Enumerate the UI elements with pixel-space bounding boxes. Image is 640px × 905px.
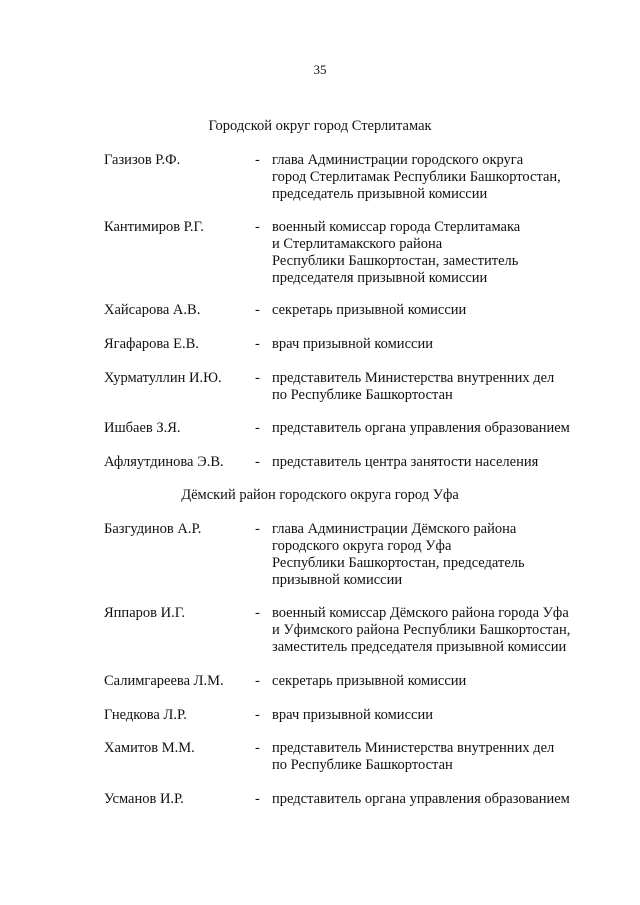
member-role bbox=[272, 219, 612, 287]
member-dash: - bbox=[255, 219, 260, 235]
member-role bbox=[272, 454, 612, 471]
section-heading: Дёмский район городского округа город Уфа bbox=[181, 487, 459, 503]
member-role-line: председатель призывной комиссии bbox=[272, 186, 488, 202]
member-role-line: и Уфимского района Республики Башкортостан, bbox=[272, 622, 571, 638]
member-role bbox=[272, 740, 612, 774]
member-dash: - bbox=[255, 420, 260, 436]
member-name: Салимгареева Л.М. bbox=[104, 673, 224, 689]
member-role bbox=[272, 707, 612, 724]
member-dash: - bbox=[255, 605, 260, 621]
member-role-line: врач призывной комиссии bbox=[272, 336, 433, 352]
member-dash: - bbox=[255, 740, 260, 756]
member-dash: - bbox=[255, 336, 260, 352]
member-role-line: глава Администрации Дёмского района bbox=[272, 521, 517, 537]
member-role-line: представитель органа управления образованием bbox=[272, 791, 570, 807]
member-role-line: председателя призывной комиссии bbox=[272, 270, 488, 286]
member-role bbox=[272, 791, 612, 808]
member-name: Хурматуллин И.Ю. bbox=[104, 370, 222, 386]
member-name: Хайсарова А.В. bbox=[104, 302, 201, 318]
member-role-line: глава Администрации городского округа bbox=[272, 152, 524, 168]
member-role-line: городского округа город Уфа bbox=[272, 538, 452, 554]
member-role bbox=[272, 152, 612, 203]
member-dash: - bbox=[255, 152, 260, 168]
member-name: Яппаров И.Г. bbox=[104, 605, 186, 621]
member-role-line: секретарь призывной комиссии bbox=[272, 673, 467, 689]
member-role bbox=[272, 336, 612, 353]
member-name: Гнедкова Л.Р. bbox=[104, 707, 187, 723]
member-role-line: представитель Министерства внутренних дел bbox=[272, 740, 555, 756]
member-role bbox=[272, 420, 612, 437]
member-role bbox=[272, 521, 612, 589]
member-dash: - bbox=[255, 521, 260, 537]
member-name: Усманов И.Р. bbox=[104, 791, 184, 807]
member-dash: - bbox=[255, 370, 260, 386]
member-role-line: военный комиссар Дёмского района города Уфа bbox=[272, 605, 569, 621]
member-role-line: и Стерлитамакского района bbox=[272, 236, 443, 252]
member-role-line: Республики Башкортостан, заместитель bbox=[272, 253, 519, 269]
member-role-line: по Республике Башкортостан bbox=[272, 387, 453, 403]
member-dash: - bbox=[255, 791, 260, 807]
member-dash: - bbox=[255, 454, 260, 470]
member-dash: - bbox=[255, 673, 260, 689]
member-dash: - bbox=[255, 302, 260, 318]
member-role bbox=[272, 673, 612, 690]
member-dash: - bbox=[255, 707, 260, 723]
page-number: 35 bbox=[313, 62, 327, 77]
member-name: Ишбаев З.Я. bbox=[104, 420, 181, 436]
member-role-line: Республики Башкортостан, председатель bbox=[272, 555, 525, 571]
member-role bbox=[272, 605, 612, 656]
member-role-line: военный комиссар города Стерлитамака bbox=[272, 219, 521, 235]
member-role-line: представитель центра занятости населения bbox=[272, 454, 539, 470]
member-role-line: представитель органа управления образованием bbox=[272, 420, 570, 436]
section-heading: Городской округ город Стерлитамак bbox=[208, 118, 432, 134]
member-role-line: врач призывной комиссии bbox=[272, 707, 433, 723]
member-role bbox=[272, 302, 612, 319]
member-role-line: по Республике Башкортостан bbox=[272, 757, 453, 773]
member-role bbox=[272, 370, 612, 404]
member-role-line: секретарь призывной комиссии bbox=[272, 302, 467, 318]
member-role-line: заместитель председателя призывной комиссии bbox=[272, 639, 567, 655]
member-name: Афляутдинова Э.В. bbox=[104, 454, 224, 470]
member-role-line: город Стерлитамак Республики Башкортостан, bbox=[272, 169, 561, 185]
member-name: Базгудинов А.Р. bbox=[104, 521, 202, 537]
member-name: Кантимиров Р.Г. bbox=[104, 219, 204, 235]
member-role-line: призывной комиссии bbox=[272, 572, 403, 588]
member-role-line: представитель Министерства внутренних дел bbox=[272, 370, 555, 386]
member-name: Ягафарова Е.В. bbox=[104, 336, 199, 352]
member-name: Газизов Р.Ф. bbox=[104, 152, 181, 168]
member-name: Хамитов М.М. bbox=[104, 740, 195, 756]
